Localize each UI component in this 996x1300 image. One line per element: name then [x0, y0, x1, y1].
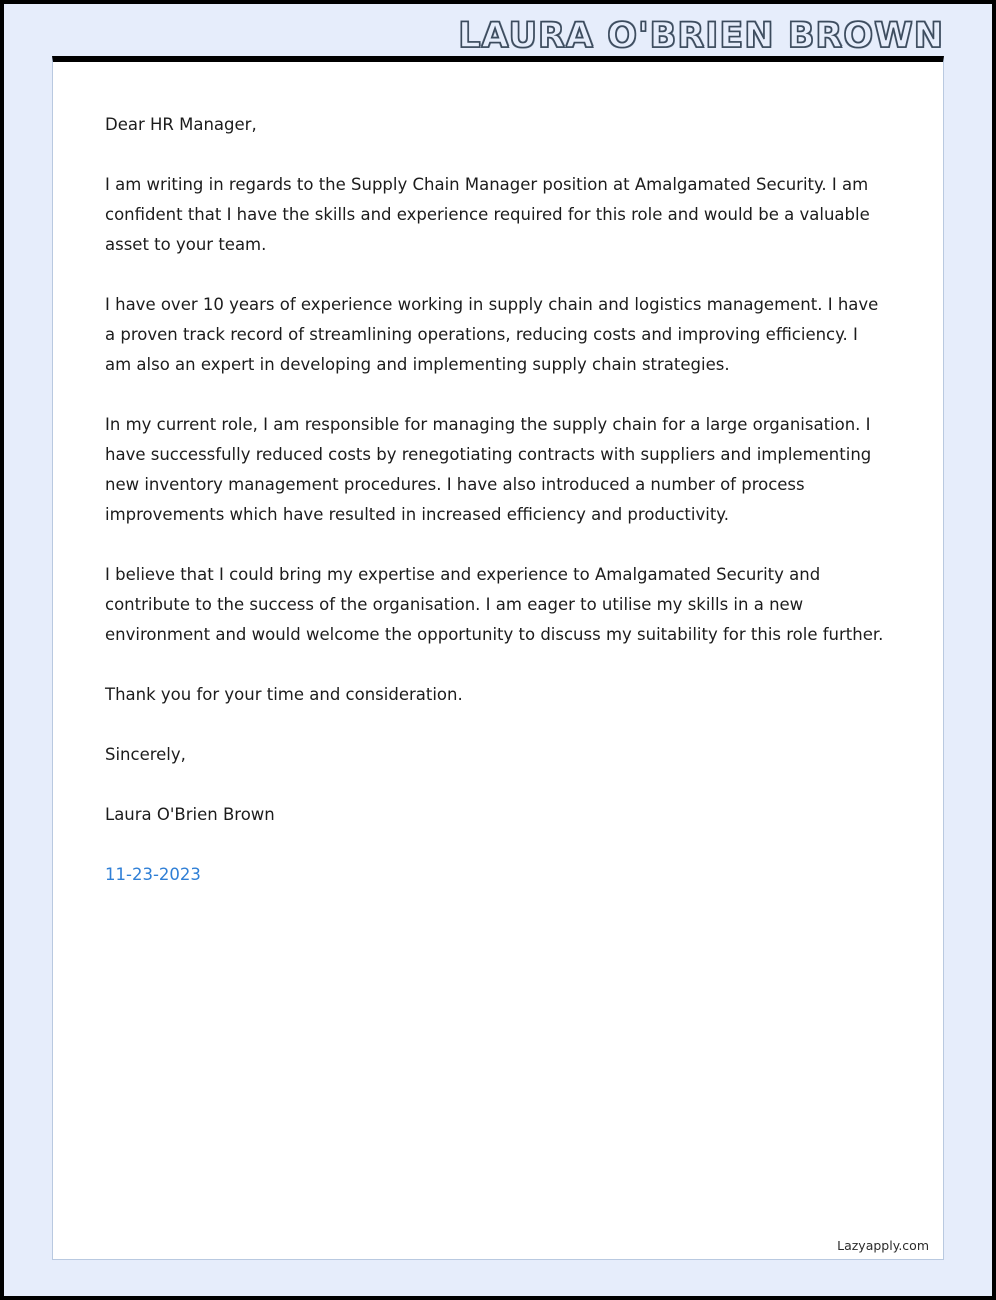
salutation: Dear HR Manager, — [105, 115, 257, 134]
letter-date: 11-23-2023 — [105, 865, 201, 884]
letter-paragraph-3: In my current role, I am responsible for managing the supply chain for a large organisation. I have successfully reduced costs by renegotiating contracts with suppliers and implementing new inventory management procedures. I have also introduced a number of process improvements which have resulted in increased efficiency and productivity. — [105, 415, 872, 524]
footer-brand: Lazyapply.com — [837, 1238, 929, 1253]
letter-paragraph-4: I believe that I could bring my expertise and experience to Amalgamated Security and contribute to the success of the organisation. I am eager to utilise my skills in a new environment and would welcome the opportunity to discuss my suitability for this role further. — [105, 565, 884, 644]
thank-you-line: Thank you for your time and consideration. — [105, 685, 463, 704]
signature-name: Laura O'Brien Brown — [105, 805, 275, 824]
closing-line: Sincerely, — [105, 745, 186, 764]
document-header — [4, 4, 992, 56]
letter-paragraph-1: I am writing in regards to the Supply Chain Manager position at Amalgamated Security. I am confident that I have the skills and experience required for this role and would be a valuable asset to your team. — [105, 175, 870, 254]
page-title: LAURA O'BRIEN BROWN — [458, 16, 944, 56]
letter-sheet — [52, 56, 944, 1260]
letter-body — [105, 110, 887, 890]
letter-paragraph-2: I have over 10 years of experience working in supply chain and logistics management. I have a proven track record of streamlining operations, reducing costs and improving efficiency. I am also an expert in developing and implementing supply chain strategies. — [105, 295, 879, 374]
